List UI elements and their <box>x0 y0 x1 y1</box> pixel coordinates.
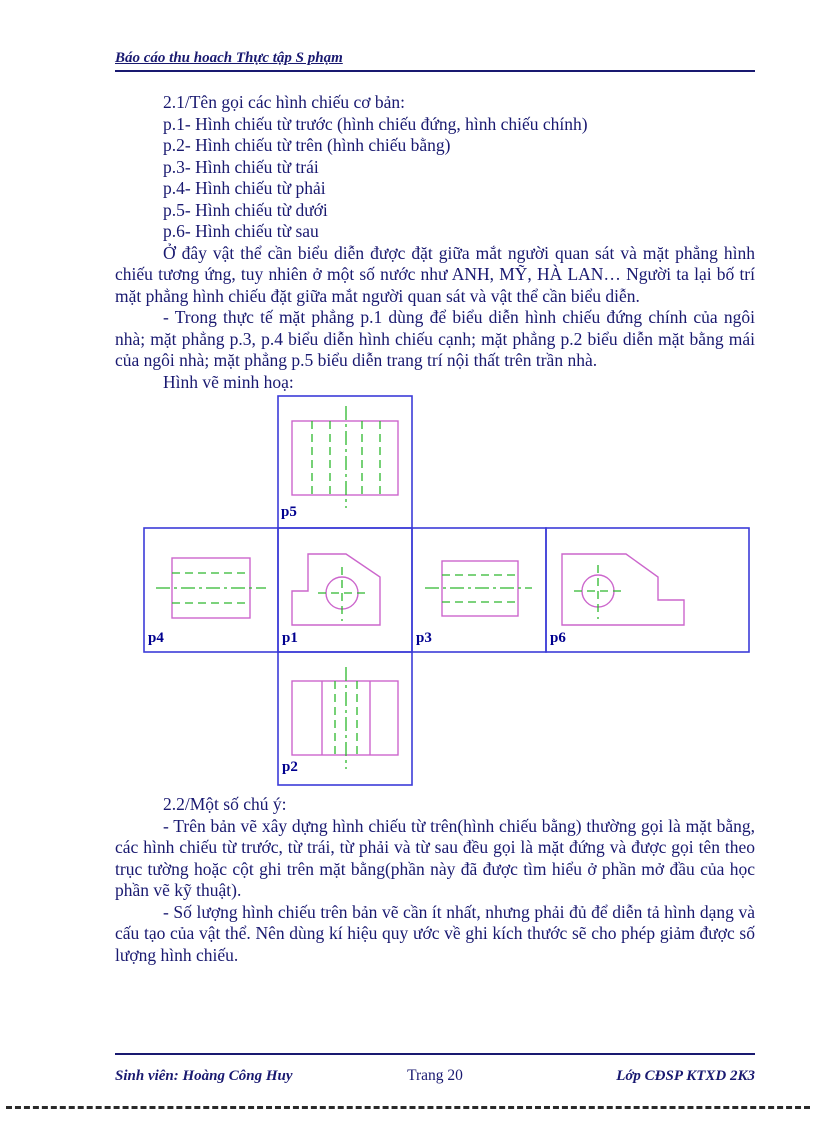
section-2-2-heading: 2.2/Một số chú ý: <box>163 794 287 814</box>
paragraph-note-2: - Số lượng hình chiếu trên bản vẽ cần ít nhất, nhưng phải đủ để diễn tả hình dạng và cấu tạo của vật thể. Nên dùng kí hiệu quy ước về ghi kích thước sẽ cho phép giảm được số lượng hình chiếu. <box>115 901 755 965</box>
plane-label-p3: p3 <box>416 630 432 646</box>
view-p4 <box>156 558 266 618</box>
document-body <box>115 92 755 966</box>
header-title: Báo cáo thu hoach Thực tập S phạm <box>115 50 343 66</box>
plane-label-p4: p4 <box>148 630 164 646</box>
bottom-dashed-rule <box>6 1106 810 1109</box>
plane-label-p2: p2 <box>282 759 298 775</box>
projection-list-item: p.6- Hình chiếu từ sau <box>163 221 319 241</box>
footer-page-number: Trang 20 <box>407 1067 463 1084</box>
footer-class-name: Lớp CĐSP KTXD 2K3 <box>616 1068 755 1084</box>
page-header <box>115 50 755 72</box>
plane-label-p6: p6 <box>550 630 566 646</box>
view-p3 <box>425 561 532 616</box>
footer-student-name: Sinh viên: Hoàng Công Huy <box>115 1068 293 1084</box>
projection-list-item: p.1- Hình chiếu từ trước (hình chiếu đứng, hình chiếu chính) <box>163 113 588 134</box>
paragraph-note-1: - Trên bản vẽ xây dựng hình chiếu từ trên(hình chiếu bằng) thường gọi là mặt bằng, các hình chiếu từ trước, từ trái, từ phải và từ sau đều gọi là mặt đứng và được gọi tên theo trục tường hoặc cột ghi trên mặt bằng(phần này đã được tìm hiểu ở phần mở đầu của học phần vẽ kỹ thuật). <box>115 815 755 900</box>
page-footer <box>115 1053 755 1085</box>
projection-figure-drawing <box>115 395 755 786</box>
section-2-1-heading: 2.1/Tên gọi các hình chiếu cơ bản: <box>163 92 406 112</box>
view-p5 <box>292 406 398 508</box>
projection-figure <box>115 395 755 786</box>
figure-caption: Hình vẽ minh hoạ: <box>163 371 294 392</box>
view-p2 <box>292 667 398 769</box>
view-p6 <box>562 554 684 625</box>
paragraph-observer: Ở đây vật thể cần biểu diễn được đặt giữa mắt người quan sát và mặt phẳng hình chiếu tương ứng, tuy nhiên ở một số nước như ANH, MỸ, HÀ LAN… Người ta lại bố trí mặt phẳng hình chiếu đặt giữa mắt người quan sát và vật thể cần biểu diễn. <box>115 242 755 306</box>
projection-list-item: p.2- Hình chiếu từ trên (hình chiếu bằng) <box>163 135 451 155</box>
paragraph-practice: - Trong thực tế mặt phẳng p.1 dùng để biểu diễn hình chiếu đứng chính của ngôi nhà; mặt phẳng p.3, p.4 biểu diễn hình chiếu cạnh; mặt phẳng p.2 biểu diễn mặt bằng mái của ngôi nhà; mặt phẳng p.5 biểu diễn trang trí nội thất trên trần nhà. <box>115 307 755 370</box>
view-p1 <box>292 554 380 625</box>
projection-list-item: p.4- Hình chiếu từ phải <box>163 178 326 198</box>
plane-label-p1: p1 <box>282 630 298 646</box>
plane-label-p5: p5 <box>281 504 297 520</box>
projection-list-item: p.3- Hình chiếu từ trái <box>163 156 319 177</box>
projection-list-item: p.5- Hình chiếu từ dưới <box>163 199 328 220</box>
